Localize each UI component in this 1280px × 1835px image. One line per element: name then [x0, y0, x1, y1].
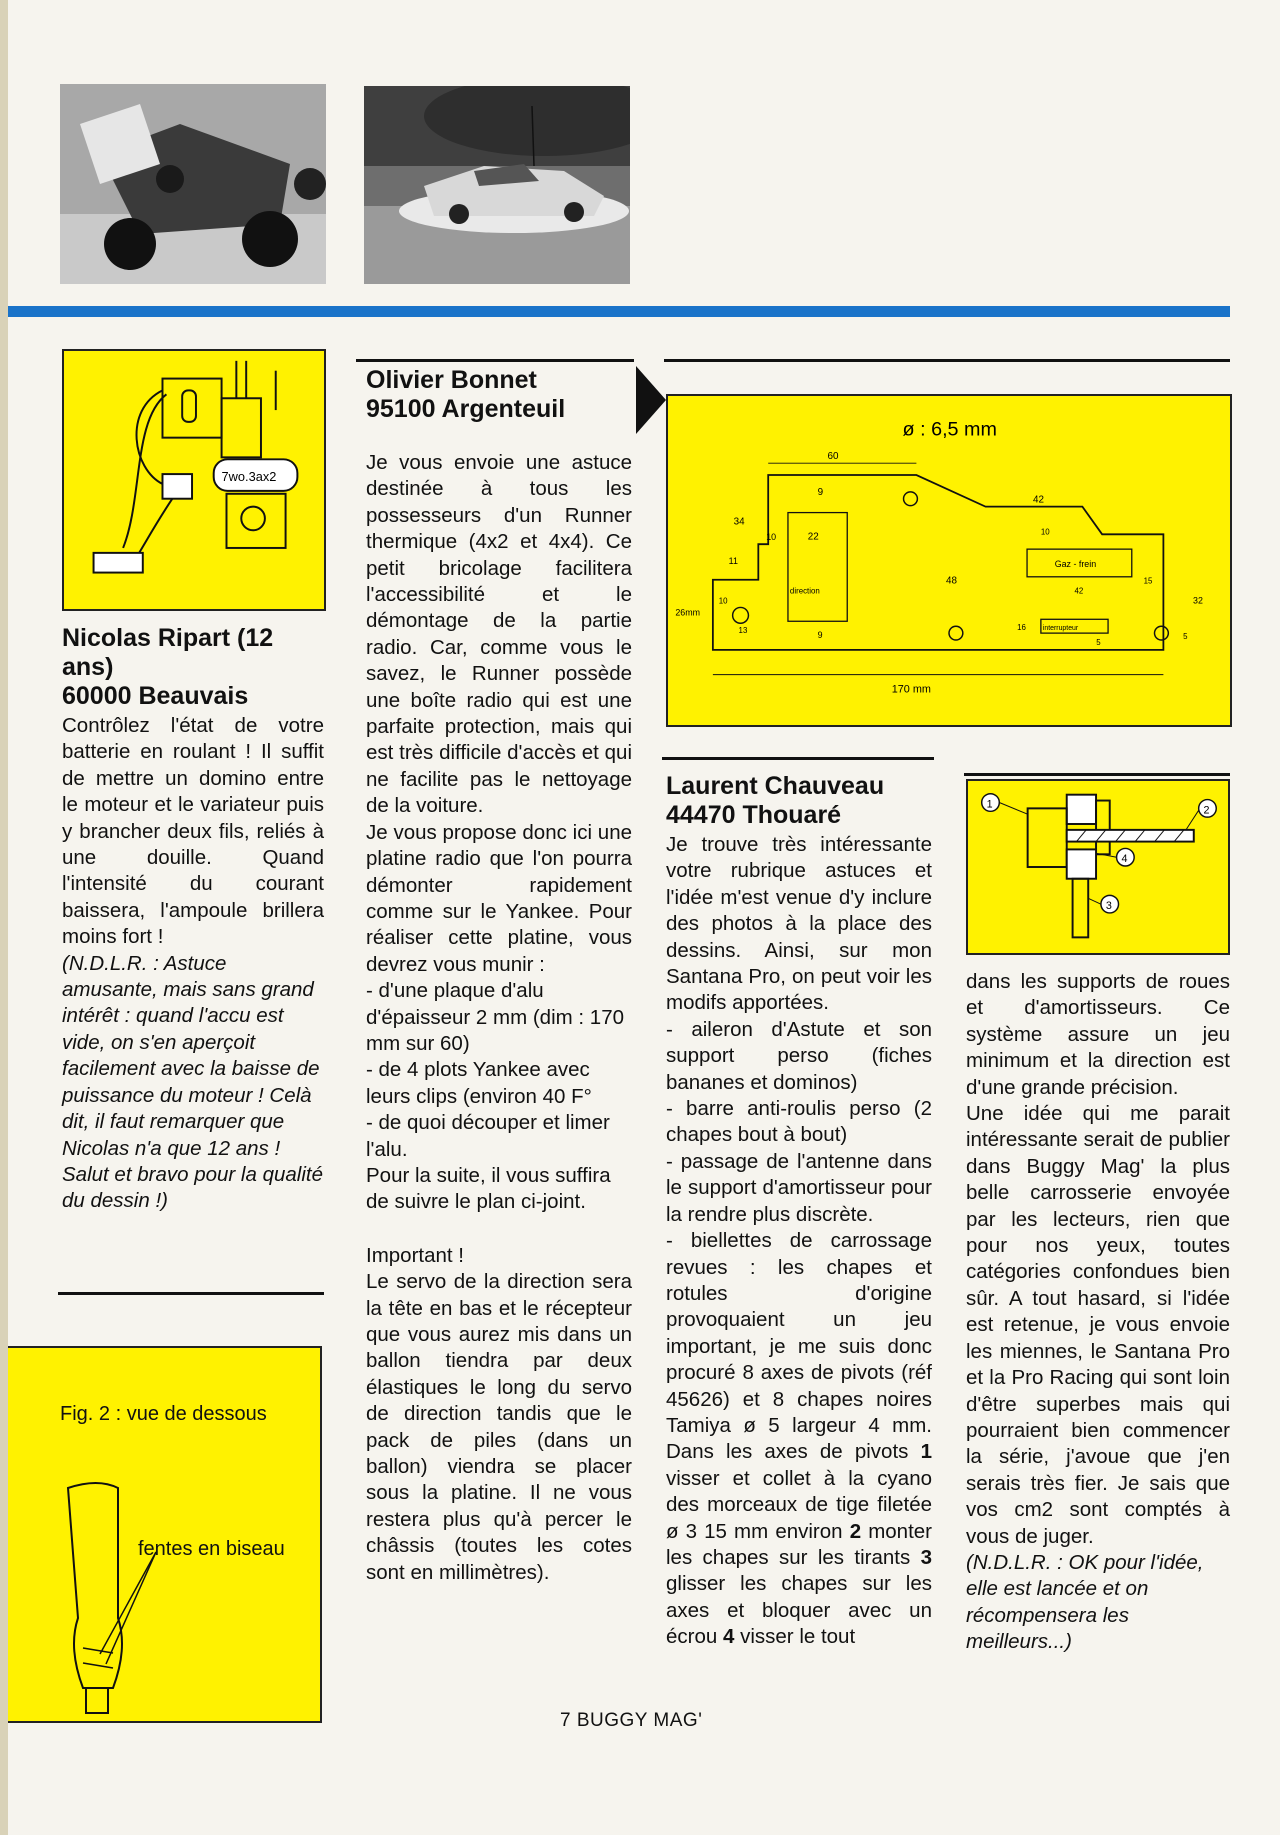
- svg-text:32: 32: [1193, 595, 1203, 606]
- svg-text:60: 60: [827, 451, 839, 463]
- svg-text:16: 16: [1017, 623, 1026, 633]
- page-edge: [0, 0, 8, 1835]
- svg-text:10: 10: [1040, 527, 1050, 537]
- svg-text:42: 42: [1074, 586, 1084, 596]
- letter-paragraph: Je vous propose donc ici une platine radio que l'on pourra démonter rapidement comme sur le Yankee. Pour réaliser cette platine, vous devrez vous munir :: [366, 820, 632, 976]
- pivot-diagram: [966, 779, 1230, 955]
- svg-text:22: 22: [807, 531, 819, 543]
- svg-text:Gaz - frein: Gaz - frein: [1054, 558, 1097, 569]
- author-city: 44470 Thouaré: [666, 801, 842, 829]
- svg-text:9: 9: [817, 630, 823, 641]
- plan-box: [666, 394, 1232, 727]
- svg-text:48: 48: [946, 575, 958, 587]
- racing-car-photo-illustration: [364, 86, 630, 284]
- editor-note: (N.D.L.R. : OK pour l'idée, elle est lancée et on récompensera les meilleurs...): [966, 1550, 1204, 1654]
- letter-paragraph: Une idée qui me parait intéressante serait de publier dans Buggy Mag' la plus belle carrosserie envoyée par les lecteurs, rien que pour nos yeux, toutes catégories confondues bien sûr. A tout hasard, si l'idée est retenue, je vous envoie les miennes, le Santana Pro et la Pro Racing qui sont loin d'être superbes mais qui pourraient bien commencer la série, j'avoue que j'en serais très fier. Je sais que vos cm2 sont comptés à vous de juger.: [966, 1102, 1230, 1548]
- fig2-label: fentes en biseau: [138, 1538, 285, 1560]
- letter-chauveau-continued: [966, 969, 1230, 1656]
- col4-top-rule: [964, 773, 1230, 776]
- arrow-marker: [636, 366, 666, 434]
- magazine-name: BUGGY MAG': [576, 1710, 703, 1731]
- svg-text:4: 4: [1121, 853, 1128, 866]
- col1-divider: [58, 1292, 324, 1295]
- letter-paragraph: Pour la suite, il vous suffira de suivre le plan ci-joint.: [366, 1163, 611, 1214]
- list-item: - de 4 plots Yankee avec leurs clips (environ 40 F°: [366, 1058, 592, 1108]
- list-item: - barre anti-roulis perso (2 chapes bout à bout): [666, 1097, 932, 1147]
- battery-wiring-drawing: [64, 351, 324, 609]
- author-city: 95100 Argenteuil: [366, 395, 566, 423]
- platine-plan: [668, 396, 1230, 725]
- author-name: Olivier Bonnet: [366, 366, 537, 394]
- battery-diagram: [62, 349, 326, 611]
- letter-paragraph: Je vous envoie une astuce destinée à tous les possesseurs d'un Runner thermique (4x2 et 4x4). Ce petit bricolage facilitera l'accessibilité et le démontage de la partie radio. Car, comme vous le savez, le Runner possède une boîte radio qui est une parfaite protection, mais qui est très difficile d'accès et qui ne facilite pas le nettoyage de la voiture.: [366, 451, 632, 818]
- author-city: 60000 Beauvais: [62, 682, 249, 710]
- svg-text:34: 34: [733, 516, 745, 528]
- plan-title: ø : 6,5 mm: [902, 418, 997, 441]
- list-item: - de quoi découper et limer l'alu.: [366, 1111, 610, 1161]
- author-name: Nicolas Ripart (12 ans): [62, 624, 274, 681]
- svg-text:2: 2: [1203, 804, 1210, 817]
- pivot-drawing: [968, 781, 1228, 953]
- list-item: - passage de l'antenne dans le support d'amortisseur pour la rendre plus discrète.: [666, 1149, 932, 1226]
- svg-text:170 mm: 170 mm: [891, 683, 931, 696]
- svg-text:9: 9: [817, 486, 824, 498]
- diagram-label: 7wo.3ax2: [221, 468, 277, 484]
- photo-buggy: [60, 84, 326, 284]
- pointer-lines: [98, 1544, 158, 1674]
- list-item: - aileron d'Astute et son support perso (fiches bananes et dominos): [666, 1017, 932, 1094]
- svg-text:3: 3: [1105, 900, 1112, 913]
- buggy-photo-illustration: [60, 84, 326, 284]
- author-name: Laurent Chauveau: [666, 772, 885, 800]
- list-item: - d'une plaque d'alu d'épaisseur 2 mm (dim : 170 mm sur 60): [366, 979, 624, 1055]
- important-text: Le servo de la direction sera la tête en bas et le récepteur que vous aurez mis dans un ballon tiendra par deux élastiques le long du servo de direction tandis que le pack de piles (dans un ballon) viendra se placer sous la platine. Il ne vous restera plus qu'à percer le châssis (toutes les cotes sont en millimètres).: [366, 1270, 632, 1584]
- page-footer: [560, 1710, 702, 1732]
- svg-text:10: 10: [718, 596, 728, 606]
- svg-text:1: 1: [986, 798, 993, 811]
- plan-top-rule: [664, 359, 1230, 362]
- svg-text:13: 13: [738, 626, 748, 636]
- col2-top-rule: [356, 359, 634, 362]
- letter-paragraph: dans les supports de roues et d'amortisseurs. Ce système assure un jeu minimum et la direction est d'une grande précision.: [966, 970, 1230, 1099]
- letter-chauveau: [666, 772, 932, 1651]
- list-item: - biellettes de carrossage revues : les chapes et rotules d'origine provoquaient un jeu important, je me suis donc procuré 8 axes de pivots (réf 45626) et 8 chapes noires Tamiya ø 5 largeur 4 mm. Dans les axes de pivots 1 visser et collet à la cyano des morceaux de tige filetée ø 3 15 mm environ 2 monter les chapes sur les tirants 3 glisser les chapes sur les axes et bloquer avec un écrou 4 visser le tout: [666, 1229, 933, 1649]
- svg-text:5: 5: [1096, 637, 1101, 647]
- svg-text:direction: direction: [789, 586, 820, 596]
- svg-text:10: 10: [766, 532, 777, 543]
- svg-text:42: 42: [1032, 494, 1044, 506]
- svg-text:26mm: 26mm: [675, 607, 700, 618]
- blue-divider: [8, 306, 1230, 317]
- letter-body: Contrôlez l'état de votre batterie en roulant ! Il suffit de mettre un domino entre le moteur et le variateur puis y brancher deux fils, reliés à une douille. Quand l'intensité du courant baissera, l'ampoule brillera moins fort !: [62, 714, 324, 949]
- letter-paragraph: Je trouve très intéressante votre rubrique astuces et l'idée m'est venue d'y inclure des photos à la place des dessins. Ainsi, sur mon Santana Pro, on peut voir les modifs apportées.: [666, 833, 932, 1015]
- photo-racing-car: [364, 86, 630, 284]
- col3-top-rule: [662, 757, 934, 760]
- fig2-box: [8, 1346, 322, 1723]
- svg-text:11: 11: [728, 555, 738, 566]
- letter-bonnet: [366, 366, 632, 1586]
- important-title: Important !: [366, 1243, 464, 1267]
- page-number: 7: [560, 1710, 572, 1731]
- svg-text:5: 5: [1183, 632, 1188, 642]
- editor-note: (N.D.L.R. : Astuce amusante, mais sans grand intérêt : quand l'accu est vide, on s'en aperçoit facilement avec la baisse de puissance du moteur ! Celà dit, il faut remarquer que Nicolas n'a que 12 ans ! Salut et bravo pour la qualité du dessin !): [62, 951, 323, 1213]
- svg-text:interrupteur: interrupteur: [1042, 625, 1079, 633]
- letter-ripart: [62, 624, 324, 1215]
- svg-text:15: 15: [1143, 576, 1153, 586]
- fig2-caption: Fig. 2 : vue de dessous: [60, 1403, 267, 1425]
